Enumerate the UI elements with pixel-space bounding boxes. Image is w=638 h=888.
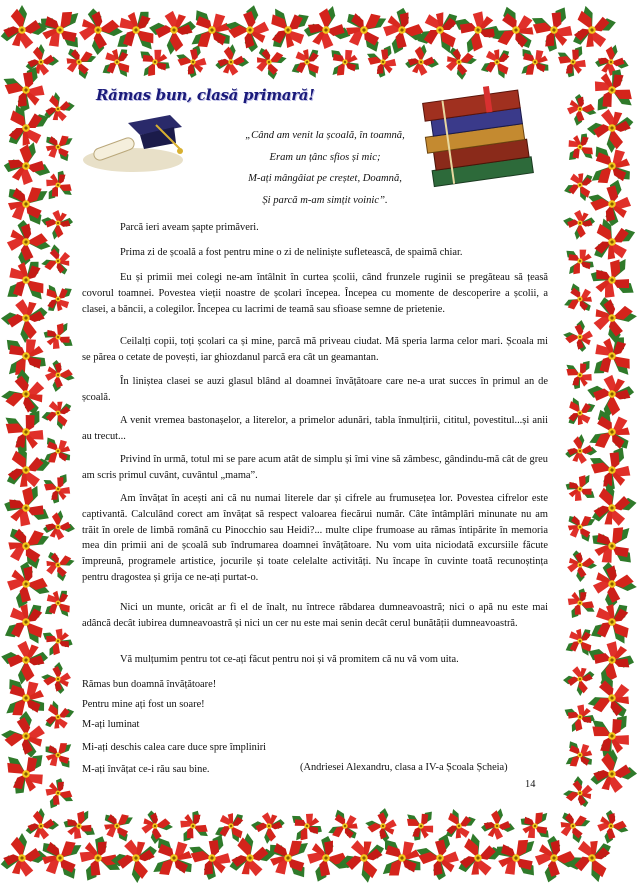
paragraph: Ceilalți copii, toți școlari ca și mine, parcă mă priveau ciudat. Mă speria larma celor mari. Școala mi se părea o cetate de povești, iar ghiozdanul parcă era cât un geamantan.	[82, 336, 548, 363]
poinsettia-flower-icon	[221, 0, 273, 54]
paragraph: Nici un munte, oricât ar fi el de înalt, nu întrece răbdarea dumneavoastră; nici o apă nu este mai adâncă decât iubirea dumneavoastră și nici un cer nu este mai senin decât cerul bunătății dumneavoastră.	[82, 602, 548, 629]
poinsettia-flower-icon	[0, 595, 57, 656]
paragraph: A venit vremea bastonașelor, a literelor, a primelor adunări, tabla înmulțirii, cititul, povestitul...și anii au trecut...	[82, 415, 548, 442]
paragraph: Parcă ieri aveam șapte primăveri.	[120, 222, 259, 233]
poinsettia-flower-icon	[141, 810, 174, 845]
poinsettia-flower-icon	[285, 43, 329, 87]
paragraph: În liniștea clasei se auzi glasul blând al doamnei învățătoare care ne-a urat succes în primul an de școală.	[82, 376, 548, 403]
poinsettia-flower-icon	[590, 748, 638, 793]
poinsettia-flower-icon	[561, 318, 595, 353]
poinsettia-flower-icon	[39, 315, 82, 357]
poinsettia-flower-icon	[39, 774, 80, 816]
poinsettia-flower-icon	[26, 808, 59, 840]
poinsettia-flower-icon	[253, 43, 291, 82]
paragraph: Am învățat în acești ani că nu numai literele dar și cifrele au frumusețea lor. Povestea cifrelor este captivantă. Calculând corect am învățat să respect valoarea fiecărui număr. Câte întâmplări minunate nu am trăit în orele de limbă română cu Pinocchio sau Heidi?... multe clipe frumoase au rămas întipărite în memoria mea din primii ani de școală sub îndrumarea doamnei învățătoare. Nu vom uita niciodată excursiile făcute împreună, programele artistice, jocurile și toate celelalte activități. Nu încape în cuvinte toată recunoștința pentru dragostea și grija ce ne-ați purtat-o.	[82, 493, 548, 583]
poem-line: „Când am venit la școală, în toamnă,	[245, 130, 405, 141]
poinsettia-flower-icon	[39, 733, 82, 776]
poem-line: Eram un țânc sfios și mic;	[269, 151, 381, 163]
poinsettia-flower-icon	[593, 808, 632, 848]
poinsettia-flower-icon	[479, 805, 518, 843]
closing-line: Mi-ați deschis calea care duce spre împliniri	[82, 742, 267, 753]
poinsettia-flower-icon	[565, 0, 621, 54]
poem-line: M-ați mângâiat pe creștet, Doamnă,	[248, 173, 402, 184]
page-number: 14	[525, 779, 536, 790]
poinsettia-flower-icon	[363, 805, 399, 843]
closing-line: Rămas bun doamnă învățătoare!	[82, 679, 217, 690]
poinsettia-flower-icon	[39, 696, 77, 733]
poinsettia-flower-icon	[249, 811, 285, 846]
paragraph: Eu și primii mei colegi ne-am întâlnit în curtea școlii, când frunzele ruginii se pregăteau să țeasă covorul toamnei. Povestea vieții noastre de școlari începea. Începea cu momente de descoperire a școlii, a clasei, a băncii, a colegilor. Începea cu lacrimi de teamă sau sfioase semne de prietenie.	[82, 272, 548, 315]
closing-line: Pentru mine ați fost un soare!	[82, 699, 205, 710]
poinsettia-flower-icon	[0, 298, 48, 343]
poinsettia-flower-icon	[282, 804, 328, 849]
author-signature: (Andriesei Alexandru, clasa a IV-a Școala Șcheia)	[300, 762, 508, 773]
poem-verse	[205, 125, 445, 211]
poinsettia-flower-icon	[397, 801, 443, 847]
poinsettia-flower-icon	[300, 0, 357, 55]
poinsettia-flower-icon	[42, 547, 78, 585]
poinsettia-flower-icon	[39, 660, 72, 695]
poinsettia-flower-icon	[40, 126, 82, 168]
poinsettia-flower-icon	[0, 710, 46, 758]
poinsettia-flower-icon	[562, 775, 594, 808]
poinsettia-flower-icon	[560, 207, 597, 242]
poinsettia-flower-icon	[587, 109, 634, 154]
poinsettia-flower-icon	[78, 7, 125, 56]
poinsettia-flower-icon	[592, 295, 638, 344]
poinsettia-flower-icon	[146, 8, 198, 58]
closing-line: M-ați luminat	[82, 719, 140, 730]
paragraph: Prima zi de școală a fost pentru mine o zi de neliniște sufletească, de spaimă chiar.	[120, 247, 463, 258]
poinsettia-flower-icon	[590, 561, 638, 612]
poinsettia-flower-icon	[404, 42, 442, 79]
poinsettia-flower-icon	[336, 836, 389, 886]
paragraph: Privind în urmă, totul mi se pare acum atât de simplu și îmi vine să zâmbesc, gândindu-mă cât de greu am scris primul cuvânt, cuvântul „mama”.	[82, 454, 548, 481]
poinsettia-flower-icon	[1, 833, 47, 877]
poinsettia-flower-icon	[563, 666, 595, 696]
paragraph: Vă mulțumim pentru tot ce-ați făcut pentru noi și vă promitem că nu vă vom uita.	[120, 654, 459, 665]
page-title: Rămas bun, clasă primară!	[96, 86, 315, 104]
poinsettia-flower-icon	[556, 806, 595, 847]
poem-line: Și parcă m-am simțit voinic”.	[262, 194, 388, 206]
poinsettia-flower-icon	[560, 584, 602, 626]
graduation-cap-icon	[78, 105, 188, 175]
poinsettia-flower-icon	[39, 398, 76, 434]
poinsettia-flower-icon	[215, 43, 251, 77]
poinsettia-flower-icon	[0, 367, 47, 418]
poinsettia-flower-icon	[110, 838, 158, 884]
poinsettia-flower-icon	[0, 637, 50, 689]
poinsettia-flower-icon	[556, 734, 598, 777]
closing-line: M-ați învățat ce-i rău sau bine.	[82, 764, 210, 775]
poinsettia-flower-icon	[561, 467, 604, 509]
poinsettia-flower-icon	[36, 466, 78, 508]
poinsettia-flower-icon	[558, 279, 597, 319]
poinsettia-flower-icon	[42, 358, 77, 395]
poinsettia-flower-icon	[567, 550, 598, 582]
poinsettia-flower-icon	[1, 5, 47, 49]
